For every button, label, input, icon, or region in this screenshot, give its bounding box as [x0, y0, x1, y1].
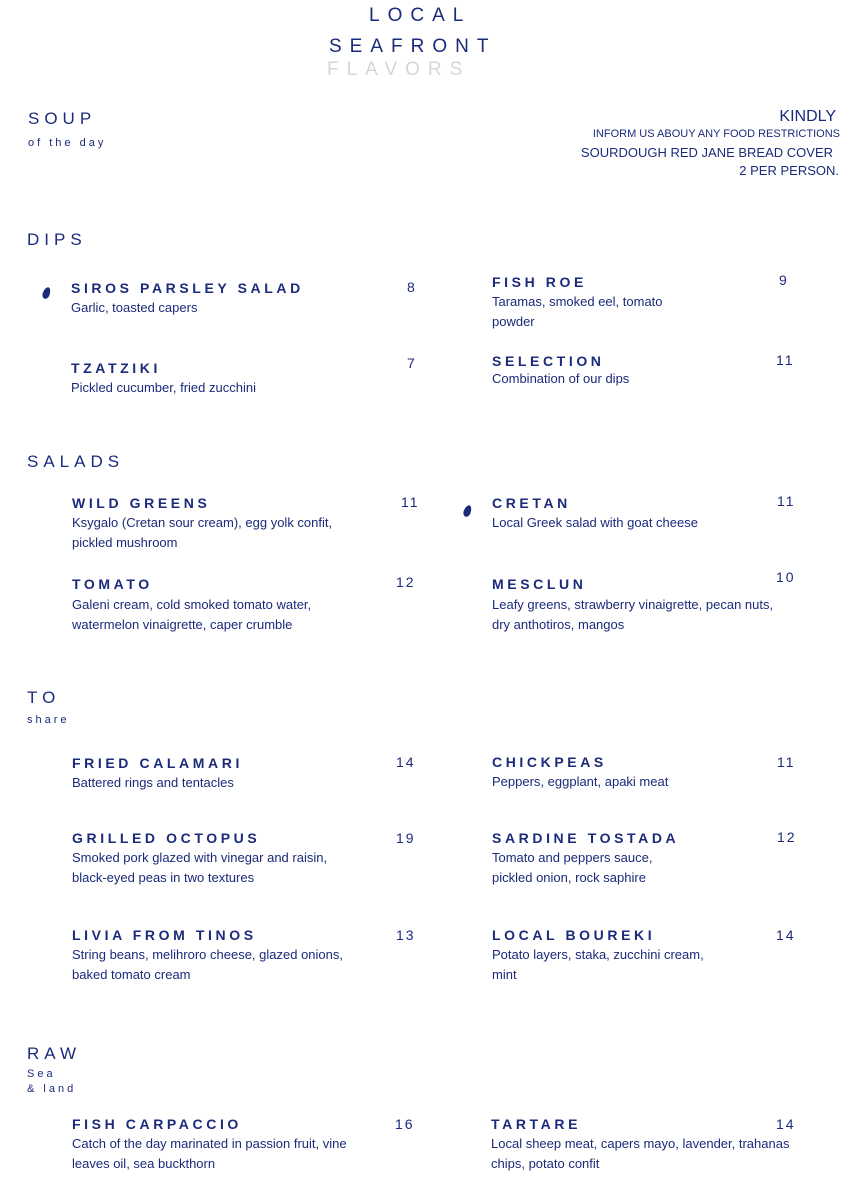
dish-name: LIVIA FROM TINOS: [72, 927, 257, 943]
dish-description: Peppers, eggplant, apaki meat: [492, 774, 669, 789]
dish-name: TARTARE: [491, 1116, 582, 1132]
soup-title: SOUP: [28, 109, 97, 128]
dish-price: 11: [776, 352, 795, 368]
dish-description: Taramas, smoked eel, tomato powder: [492, 294, 663, 329]
dish-name: TOMATO: [72, 576, 153, 592]
notice-line-3: SOURDOUGH RED JANE BREAD COVER: [580, 145, 833, 160]
notice-line-4: 2 PER PERSON.: [739, 163, 839, 178]
header-line-2: SEAFRONT: [329, 36, 497, 57]
share-subtitle: share: [27, 714, 70, 726]
dish-description: Galeni cream, cold smoked tomato water, watermelon vinaigrette, caper crumble: [72, 597, 312, 632]
notice-line-2: INFORM US ABOUY ANY FOOD RESTRICTIONS: [592, 128, 840, 140]
dish-name: TZATZIKI: [71, 360, 161, 376]
dish-description: Catch of the day marinated in passion fruit, vine leaves oil, sea buckthorn: [72, 1136, 347, 1171]
dish-description: Local Greek salad with goat cheese: [492, 515, 698, 530]
dish-description: Combination of our dips: [492, 371, 630, 386]
dish-price: 19: [396, 830, 416, 846]
leaf-icon: [462, 504, 473, 518]
dish-price: 14: [396, 754, 416, 770]
dish-name: LOCAL BOUREKI: [492, 927, 656, 943]
dish-name: GRILLED OCTOPUS: [72, 830, 261, 846]
dish-description: Tomato and peppers sauce, pickled onion, rock saphire: [492, 850, 653, 885]
dips-title: DIPS: [27, 230, 87, 249]
dish-description: Potato layers, staka, zucchini cream, mint: [492, 947, 704, 982]
share-title: TO: [27, 688, 61, 707]
dish-description: Garlic, toasted capers: [71, 300, 198, 315]
dish-description: Smoked pork glazed with vinegar and raisin, black-eyed peas in two textures: [72, 850, 328, 885]
leaf-icon: [41, 286, 52, 300]
notice-line-1: KINDLY: [779, 108, 836, 125]
dish-description: Leafy greens, strawberry vinaigrette, pecan nuts, dry anthotiros, mangos: [492, 597, 774, 632]
dish-name: SARDINE TOSTADA: [492, 830, 680, 846]
header-line-1: LOCAL: [369, 5, 472, 26]
dish-name: FISH CARPACCIO: [72, 1116, 242, 1132]
dish-price: 16: [395, 1116, 415, 1132]
dish-name: SIROS PARSLEY SALAD: [71, 280, 304, 296]
raw-title: RAW: [27, 1044, 82, 1063]
dish-description: Ksygalo (Cretan sour cream), egg yolk confit, pickled mushroom: [72, 515, 333, 550]
dish-price: 11: [777, 493, 796, 509]
dish-name: CHICKPEAS: [492, 754, 607, 770]
dish-price: 11: [401, 494, 420, 510]
dish-description: String beans, melihroro cheese, glazed onions, baked tomato cream: [72, 947, 343, 982]
dish-price: 7: [407, 355, 417, 371]
dish-price: 10: [776, 569, 796, 585]
dish-name: MESCLUN: [492, 576, 587, 592]
dish-name: FISH ROE: [492, 274, 587, 290]
salads-title: SALADS: [27, 452, 125, 471]
dish-price: 12: [396, 574, 416, 590]
dish-description: Local sheep meat, capers mayo, lavender, trahanas chips, potato confit: [491, 1136, 790, 1171]
dish-price: 14: [776, 927, 796, 943]
raw-subtitle-land: & land: [27, 1083, 77, 1095]
dish-price: 8: [407, 279, 417, 295]
dish-price: 13: [396, 927, 416, 943]
dish-name: WILD GREENS: [72, 495, 211, 511]
raw-subtitle-sea: Sea: [27, 1068, 56, 1080]
dish-price: 11: [777, 754, 796, 770]
soup-subtitle: of the day: [28, 137, 107, 149]
dish-price: 9: [779, 272, 789, 288]
dish-name: FRIED CALAMARI: [72, 755, 243, 771]
header-line-3: FLAVORS: [327, 59, 471, 80]
dish-price: 12: [777, 829, 797, 845]
dish-description: Pickled cucumber, fried zucchini: [71, 380, 256, 395]
dish-name: CRETAN: [492, 495, 571, 511]
dish-description: Battered rings and tentacles: [72, 775, 234, 790]
dish-price: 14: [776, 1116, 796, 1132]
dish-name: SELECTION: [492, 353, 605, 369]
